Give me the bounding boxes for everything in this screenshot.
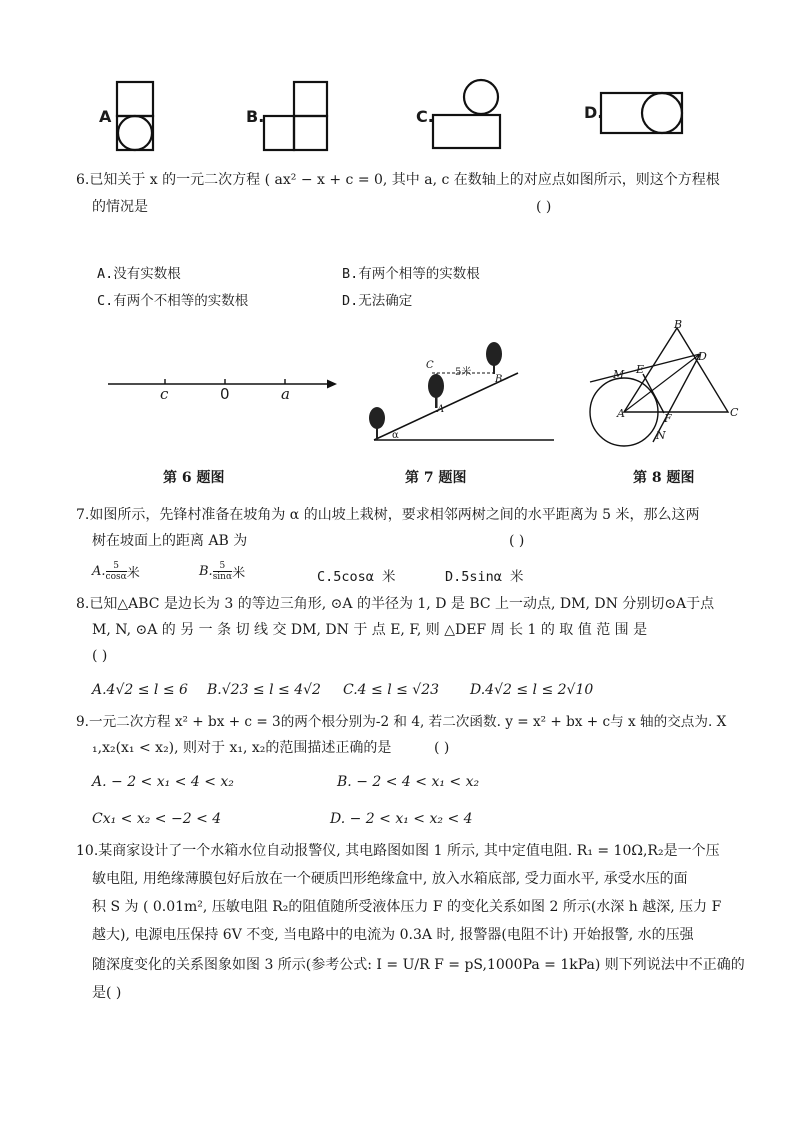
fig7-caption: 第 7 题图 (405, 470, 467, 486)
q10-stem-line6: 是( ) (92, 985, 122, 1001)
fig8-label-c: C (730, 406, 739, 419)
q7-option-b-prefix: B. (199, 564, 213, 579)
q6-answer-paren: ( ) (536, 199, 552, 215)
q10-stem-line5: 随深度变化的关系图象如图 3 所示(参考公式: I = U/R F = pS,1000Pa = 1kPa) 则下列说法中不正确的 (92, 957, 745, 973)
q9-answer-paren: ( ) (434, 740, 450, 756)
q7-option-a (92, 561, 140, 587)
q7-option-b-numerator: 5 (213, 561, 232, 572)
fig6-label-c: c (160, 385, 169, 403)
fig7-label-b: B (495, 374, 503, 385)
fig7-label-c: C (426, 360, 434, 371)
option-a-label: A (99, 107, 112, 126)
q6-option-b: B.有两个相等的实数根 (342, 266, 480, 282)
fig8-label-b: B (674, 318, 683, 331)
q7-option-a-numerator: 5 (106, 561, 127, 572)
fig7-label-distance: 5米 (455, 367, 472, 378)
fig8-label-e: E (636, 363, 645, 376)
q7-option-c: C.5cosα 米 (317, 569, 396, 585)
q10-stem-line4: 越大), 电源电压保持 6V 不变, 当电路中的电流为 0.3A 时, 报警器(电阻不计) 开始报警, 水的压强 (92, 927, 694, 943)
q7-option-b-unit: 米 (232, 566, 246, 581)
q8-option-d: D.4√2 ≤ l ≤ 2√10 (470, 682, 594, 698)
q7-stem-line2: 树在坡面上的距离 AB 为 (92, 533, 248, 549)
fig8-label-d: D (698, 350, 707, 363)
q10-stem-line1: 10.某商家设计了一个水箱水位自动报警仪, 其电路图如图 1 所示, 其中定值电阻. R₁ = 10Ω,R₂是一个压 (76, 843, 720, 859)
option-b-label: B. (246, 107, 265, 126)
q8-option-c: C.4 ≤ l ≤ √23 (343, 682, 440, 698)
q8-option-a: A.4√2 ≤ l ≤ 6 (92, 682, 188, 698)
q10-stem-line3: 积 S 为 ( 0.01m², 压敏电阻 R₂的阻值随所受液体压力 F 的变化关系如图 2 所示(水深 h 越深, 压力 F (92, 899, 722, 915)
fig8-label-f: F (664, 412, 672, 425)
q7-option-b-denominator: sinα (212, 572, 233, 582)
q7-stem-line1: 7.如图所示，先锋村准备在坡角为 α 的山坡上栽树，要求相邻两树之间的水平距离为 5 米，那么这两 (76, 507, 700, 523)
q10-stem-line2: 敏电阻, 用绝缘薄膜包好后放在一个硬质凹形绝缘盒中, 放入水箱底部, 受力面水平, 承受水压的面 (92, 871, 688, 887)
option-c-figure (430, 78, 504, 154)
q9-option-c: Cx₁ < x₂ < −2 < 4 (92, 811, 222, 827)
q7-option-a-denominator: cosα (105, 572, 127, 582)
q8-stem-line3: ( ) (92, 648, 108, 664)
q9-option-a: A. − 2 < x₁ < 4 < x₂ (92, 774, 234, 790)
fig6-label-a: a (281, 385, 290, 403)
q8-stem-line2: M, N, ⊙A 的 另 一 条 切 线 交 DM, DN 于 点 E, F, 则 △DEF 周 长 1 的 取 值 范 围 是 (92, 622, 648, 638)
q7-option-a-unit: 米 (126, 566, 140, 581)
q6-stem-line1: 6.已知关于 x 的一元二次方程 ( ax² − x + c = 0, 其中 a, c 在数轴上的对应点如图所示，则这个方程根 (76, 172, 720, 188)
q9-option-d: D. − 2 < x₁ < x₂ < 4 (330, 811, 473, 827)
q6-option-d: D.无法确定 (342, 293, 413, 309)
fig8-caption: 第 8 题图 (633, 470, 695, 486)
option-d-label: D. (584, 103, 604, 122)
option-c-label: C. (416, 107, 434, 126)
fig7-label-alpha: α (392, 430, 399, 441)
fig6-caption: 第 6 题图 (163, 470, 225, 486)
q9-option-b: B. − 2 < 4 < x₁ < x₂ (337, 774, 480, 790)
q7-option-a-prefix: A. (92, 564, 106, 579)
option-a-figure (110, 80, 160, 154)
q7-option-d: D.5sinα 米 (445, 569, 524, 585)
option-d-figure (598, 90, 686, 136)
fig8-label-n: N (656, 429, 666, 442)
fig6-label-zero: 0 (220, 385, 230, 403)
q6-option-c: C.有两个不相等的实数根 (97, 293, 249, 309)
q8-option-b: B.√23 ≤ l ≤ 4√2 (207, 682, 321, 698)
q7-answer-paren: ( ) (509, 533, 525, 549)
q9-stem-line2: ₁,x₂(x₁ < x₂), 则对于 x₁, x₂的范围描述正确的是 (92, 740, 392, 756)
fig8-label-m: M (613, 368, 625, 381)
q6-option-a: A.没有实数根 (97, 266, 181, 282)
fig8-label-a: A (617, 407, 625, 420)
option-b-figure (262, 80, 332, 154)
fig7-label-a: A (437, 404, 445, 415)
q8-stem-line1: 8.已知△ABC 是边长为 3 的等边三角形, ⊙A 的半径为 1, D 是 BC 上一动点, DM, DN 分别切⊙A于点 (76, 596, 715, 612)
q6-stem-line2: 的情况是 (92, 199, 148, 215)
q7-option-b (199, 561, 245, 587)
q9-stem-line1: 9.一元二次方程 x² + bx + c = 3的两个根分别为-2 和 4, 若二次函数. y = x² + bx + c与 x 轴的交点为. X (76, 714, 727, 730)
